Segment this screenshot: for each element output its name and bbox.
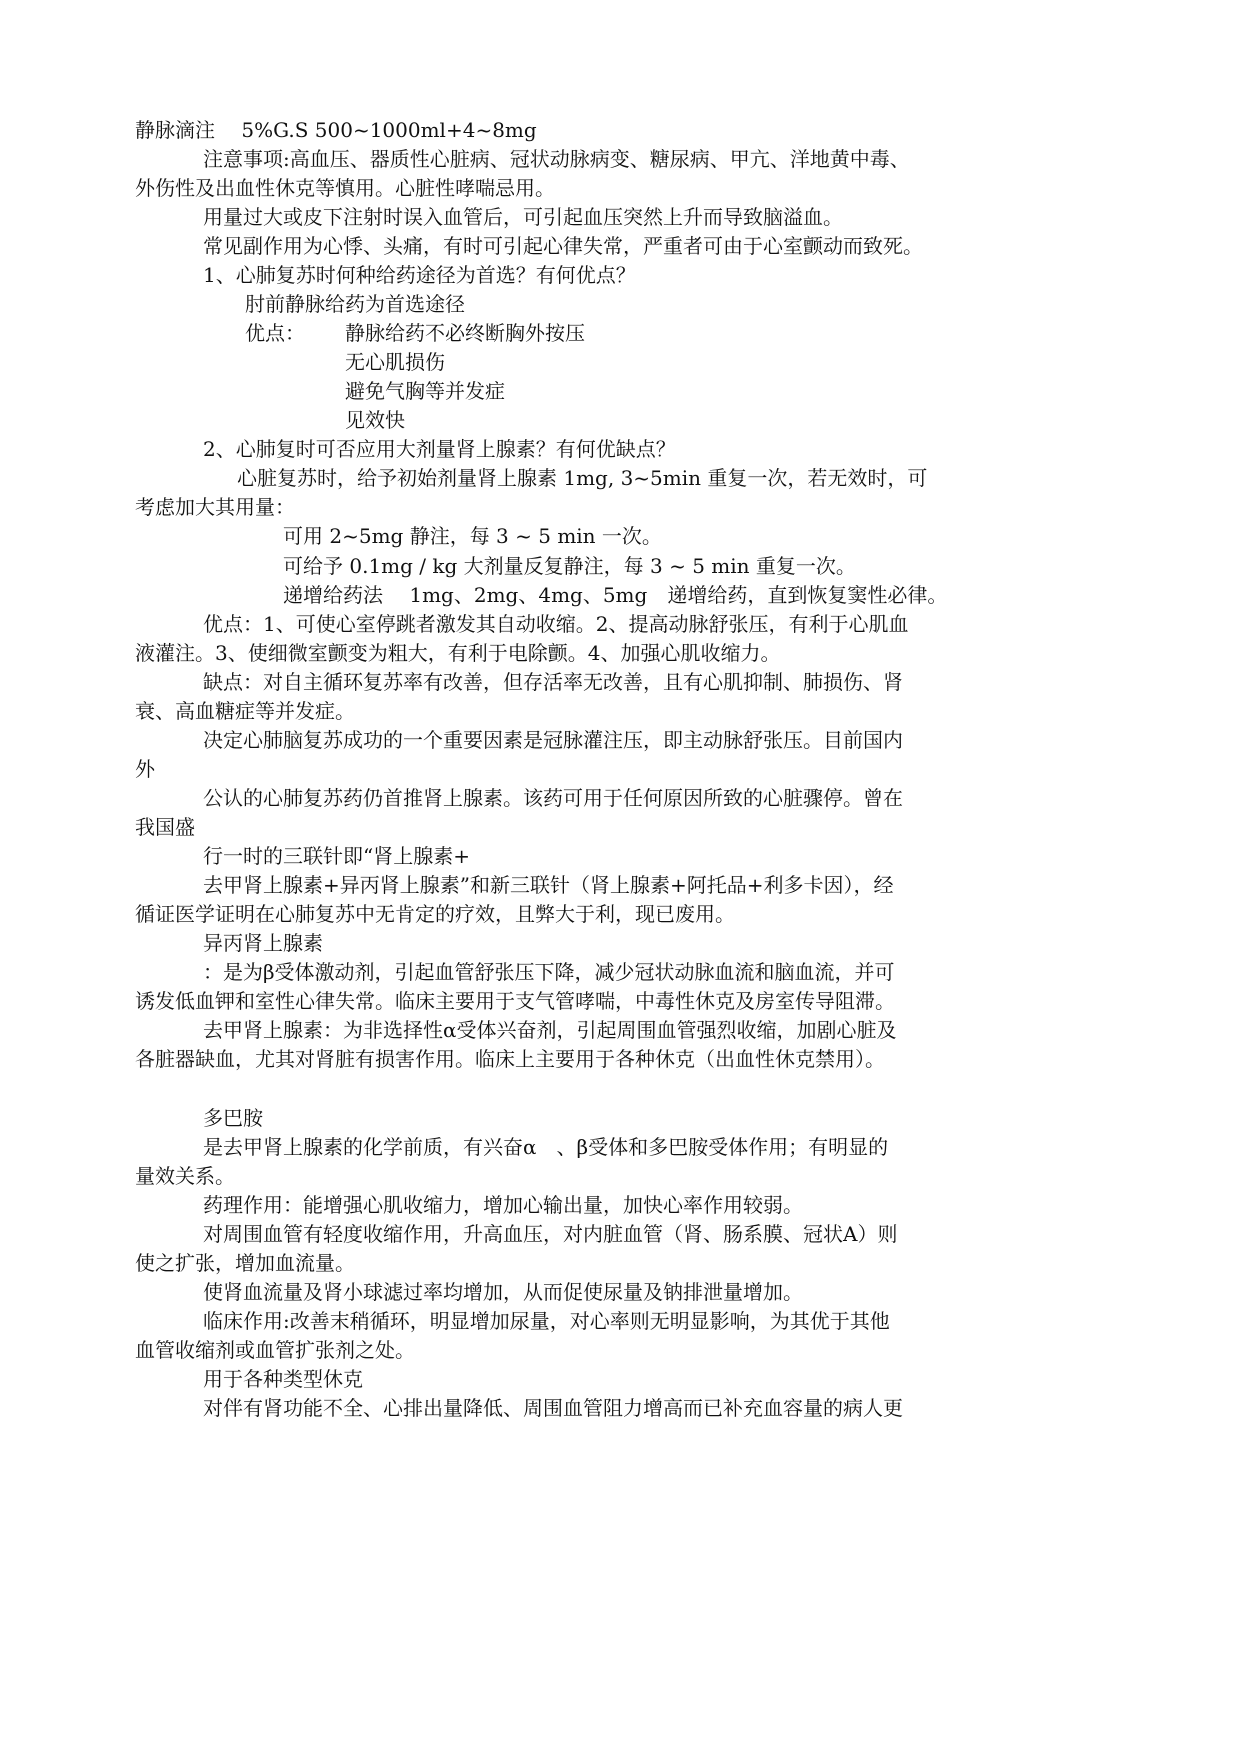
text-line: 考虑加大其用量：: [135, 495, 295, 519]
text-line: 多巴胺: [203, 1106, 263, 1130]
text-line: 外: [135, 757, 155, 781]
text-line: ：是为β受体激动剂，引起血管舒张压下降，减少冠状动脉血流和脑血流，并可: [203, 960, 895, 984]
text-line: 见效快: [345, 408, 405, 432]
text-line: 去甲肾上腺素+异丙肾上腺素”和新三联针（肾上腺素+阿托品+利多卡因），经: [203, 873, 894, 897]
text-line: 液灌注。3、使细微室颤变为粗大，有利于电除颤。4、加强心肌收缩力。: [135, 641, 781, 665]
text-line: 各脏器缺血，尤其对肾脏有损害作用。临床上主要用于各种休克（出血性休克禁用）。: [135, 1047, 885, 1071]
text-line: 肘前静脉给药为首选途径: [245, 292, 465, 316]
text-line: 使肾血流量及肾小球滤过率均增加，从而促使尿量及钠排泄量增加。: [203, 1280, 803, 1304]
text-line: 常见副作用为心悸、头痛，有时可引起心律失常，严重者可由于心室颤动而致死。: [203, 234, 923, 258]
text-line: 外伤性及出血性休克等慎用。心脏性哮喘忌用。: [135, 176, 555, 200]
text-line: 异丙肾上腺素: [203, 931, 323, 955]
text-line: 决定心肺脑复苏成功的一个重要因素是冠脉灌注压，即主动脉舒张压。目前国内: [203, 728, 903, 752]
text-line: 2、心肺复时可否应用大剂量肾上腺素？有何优缺点？: [203, 437, 676, 461]
text-line: 衰、高血糖症等并发症。: [135, 699, 355, 723]
text-line: 诱发低血钾和室性心律失常。临床主要用于支气管哮喘，中毒性休克及房室传导阻滞。: [135, 989, 895, 1013]
text-line: 临床作用:改善末稍循环，明显增加尿量，对心率则无明显影响，为其优于其他: [203, 1309, 890, 1333]
text-line: 可用 2~5mg 静注，每 3 ~ 5 min 一次。: [283, 524, 662, 548]
text-line: 对伴有肾功能不全、心排出量降低、周围血管阻力增高而已补充血容量的病人更: [203, 1396, 903, 1420]
text-line: 静脉给药不必终断胸外按压: [345, 321, 585, 345]
text-line: 我国盛: [135, 815, 195, 839]
text-line: 是去甲肾上腺素的化学前质，有兴奋α 、β受体和多巴胺受体作用；有明显的: [203, 1135, 889, 1159]
text-line: 血管收缩剂或血管扩张剂之处。: [135, 1338, 415, 1362]
text-line: 使之扩张，增加血流量。: [135, 1251, 355, 1275]
text-line: 无心肌损伤: [345, 350, 445, 374]
text-line: 量效关系。: [135, 1164, 235, 1188]
text-line: 注意事项:高血压、器质性心脏病、冠状动脉病变、糖尿病、甲亢、洋地黄中毒、: [203, 147, 910, 171]
text-line: 药理作用：能增强心肌收缩力，增加心输出量，加快心率作用较弱。: [203, 1193, 803, 1217]
text-line: 循证医学证明在心肺复苏中无肯定的疗效，且弊大于利，现已废用。: [135, 902, 735, 926]
text-line: 递增给药法 1mg、2mg、4mg、5mg 递增给药，直到恢复窦性必律。: [283, 583, 948, 607]
text-line: 优点：: [245, 321, 305, 345]
text-line: 可给予 0.1mg / kg 大剂量反复静注，每 3 ~ 5 min 重复一次。: [283, 554, 856, 578]
text-line: 用于各种类型休克: [203, 1367, 363, 1391]
text-line: 静脉滴注 5%G.S 500~1000ml+4~8mg: [135, 118, 537, 142]
text-line: 行一时的三联针即“肾上腺素+: [203, 844, 470, 868]
text-line: 避免气胸等并发症: [345, 379, 505, 403]
text-line: 缺点：对自主循环复苏率有改善，但存活率无改善，且有心肌抑制、肺损伤、肾: [203, 670, 903, 694]
text-line: 公认的心肺复苏药仍首推肾上腺素。该药可用于任何原因所致的心脏骤停。曾在: [203, 786, 903, 810]
text-line: 1、心肺复苏时何种给药途径为首选？有何优点？: [203, 263, 636, 287]
text-line: 用量过大或皮下注射时误入血管后，可引起血压突然上升而导致脑溢血。: [203, 205, 843, 229]
text-line: 对周围血管有轻度收缩作用，升高血压，对内脏血管（肾、肠系膜、冠状A）则: [203, 1222, 898, 1246]
text-line: 优点：1、可使心室停跳者激发其自动收缩。2、提高动脉舒张压，有利于心肌血: [203, 612, 909, 636]
text-line: 心脏复苏时，给予初始剂量肾上腺素 1mg, 3~5min 重复一次，若无效时，可: [237, 466, 928, 490]
text-line: 去甲肾上腺素：为非选择性α受体兴奋剂，引起周围血管强烈收缩，加剧心脏及: [203, 1018, 897, 1042]
